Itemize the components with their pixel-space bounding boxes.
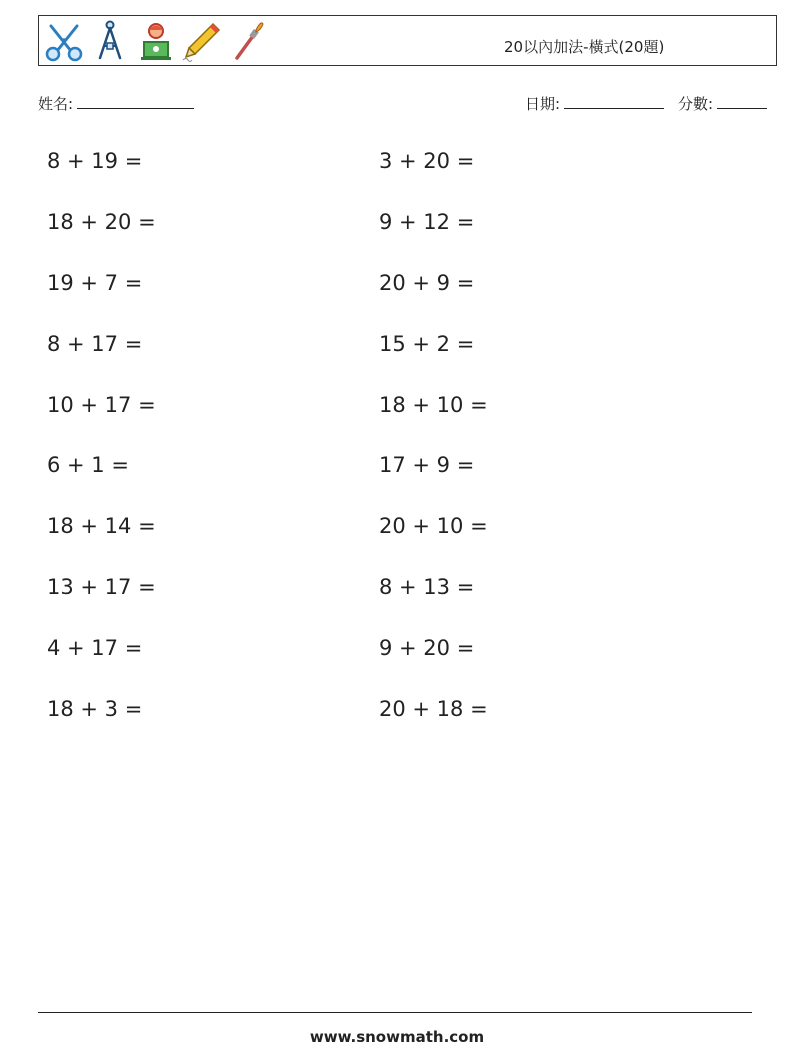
footer-divider: [38, 1012, 752, 1013]
date-field: [525, 93, 664, 114]
problem-right-1: 3 + 20 =: [379, 149, 475, 173]
teacher-computer-icon: [133, 18, 179, 64]
problem-left-6: 6 + 1 =: [47, 453, 129, 477]
pencil-icon: [179, 18, 225, 64]
problem-right-8: 8 + 13 =: [379, 575, 475, 599]
date-label: 日期:: [525, 95, 561, 113]
paintbrush-icon: [225, 18, 271, 64]
footer-site-link[interactable]: www.snowmath.com: [309, 1028, 485, 1046]
problem-right-9: 9 + 20 =: [379, 636, 475, 660]
date-blank-line: [564, 93, 664, 109]
problem-right-3: 20 + 9 =: [379, 271, 475, 295]
name-blank-line: [77, 93, 194, 109]
problem-right-5: 18 + 10 =: [379, 393, 488, 417]
problem-right-4: 15 + 2 =: [379, 332, 475, 356]
problem-left-5: 10 + 17 =: [47, 393, 156, 417]
name-label: 姓名:: [38, 95, 74, 113]
problem-left-3: 19 + 7 =: [47, 271, 143, 295]
problem-right-6: 17 + 9 =: [379, 453, 475, 477]
problem-right-2: 9 + 12 =: [379, 210, 475, 234]
compass-icon: [87, 18, 133, 64]
problem-left-4: 8 + 17 =: [47, 332, 143, 356]
name-field: [38, 93, 194, 114]
worksheet-header: [38, 15, 777, 66]
problem-right-7: 20 + 10 =: [379, 514, 488, 538]
problem-left-2: 18 + 20 =: [47, 210, 156, 234]
header-icons: [41, 18, 271, 64]
worksheet-title: 20以內加法-橫式(20題): [504, 38, 665, 56]
score-label: 分數:: [678, 95, 714, 113]
problem-right-10: 20 + 18 =: [379, 697, 488, 721]
problem-left-8: 13 + 17 =: [47, 575, 156, 599]
score-field: [678, 93, 767, 114]
problem-left-10: 18 + 3 =: [47, 697, 143, 721]
problem-left-7: 18 + 14 =: [47, 514, 156, 538]
score-blank-line: [717, 93, 767, 109]
problem-left-1: 8 + 19 =: [47, 149, 143, 173]
scissors-icon: [41, 18, 87, 64]
problem-left-9: 4 + 17 =: [47, 636, 143, 660]
